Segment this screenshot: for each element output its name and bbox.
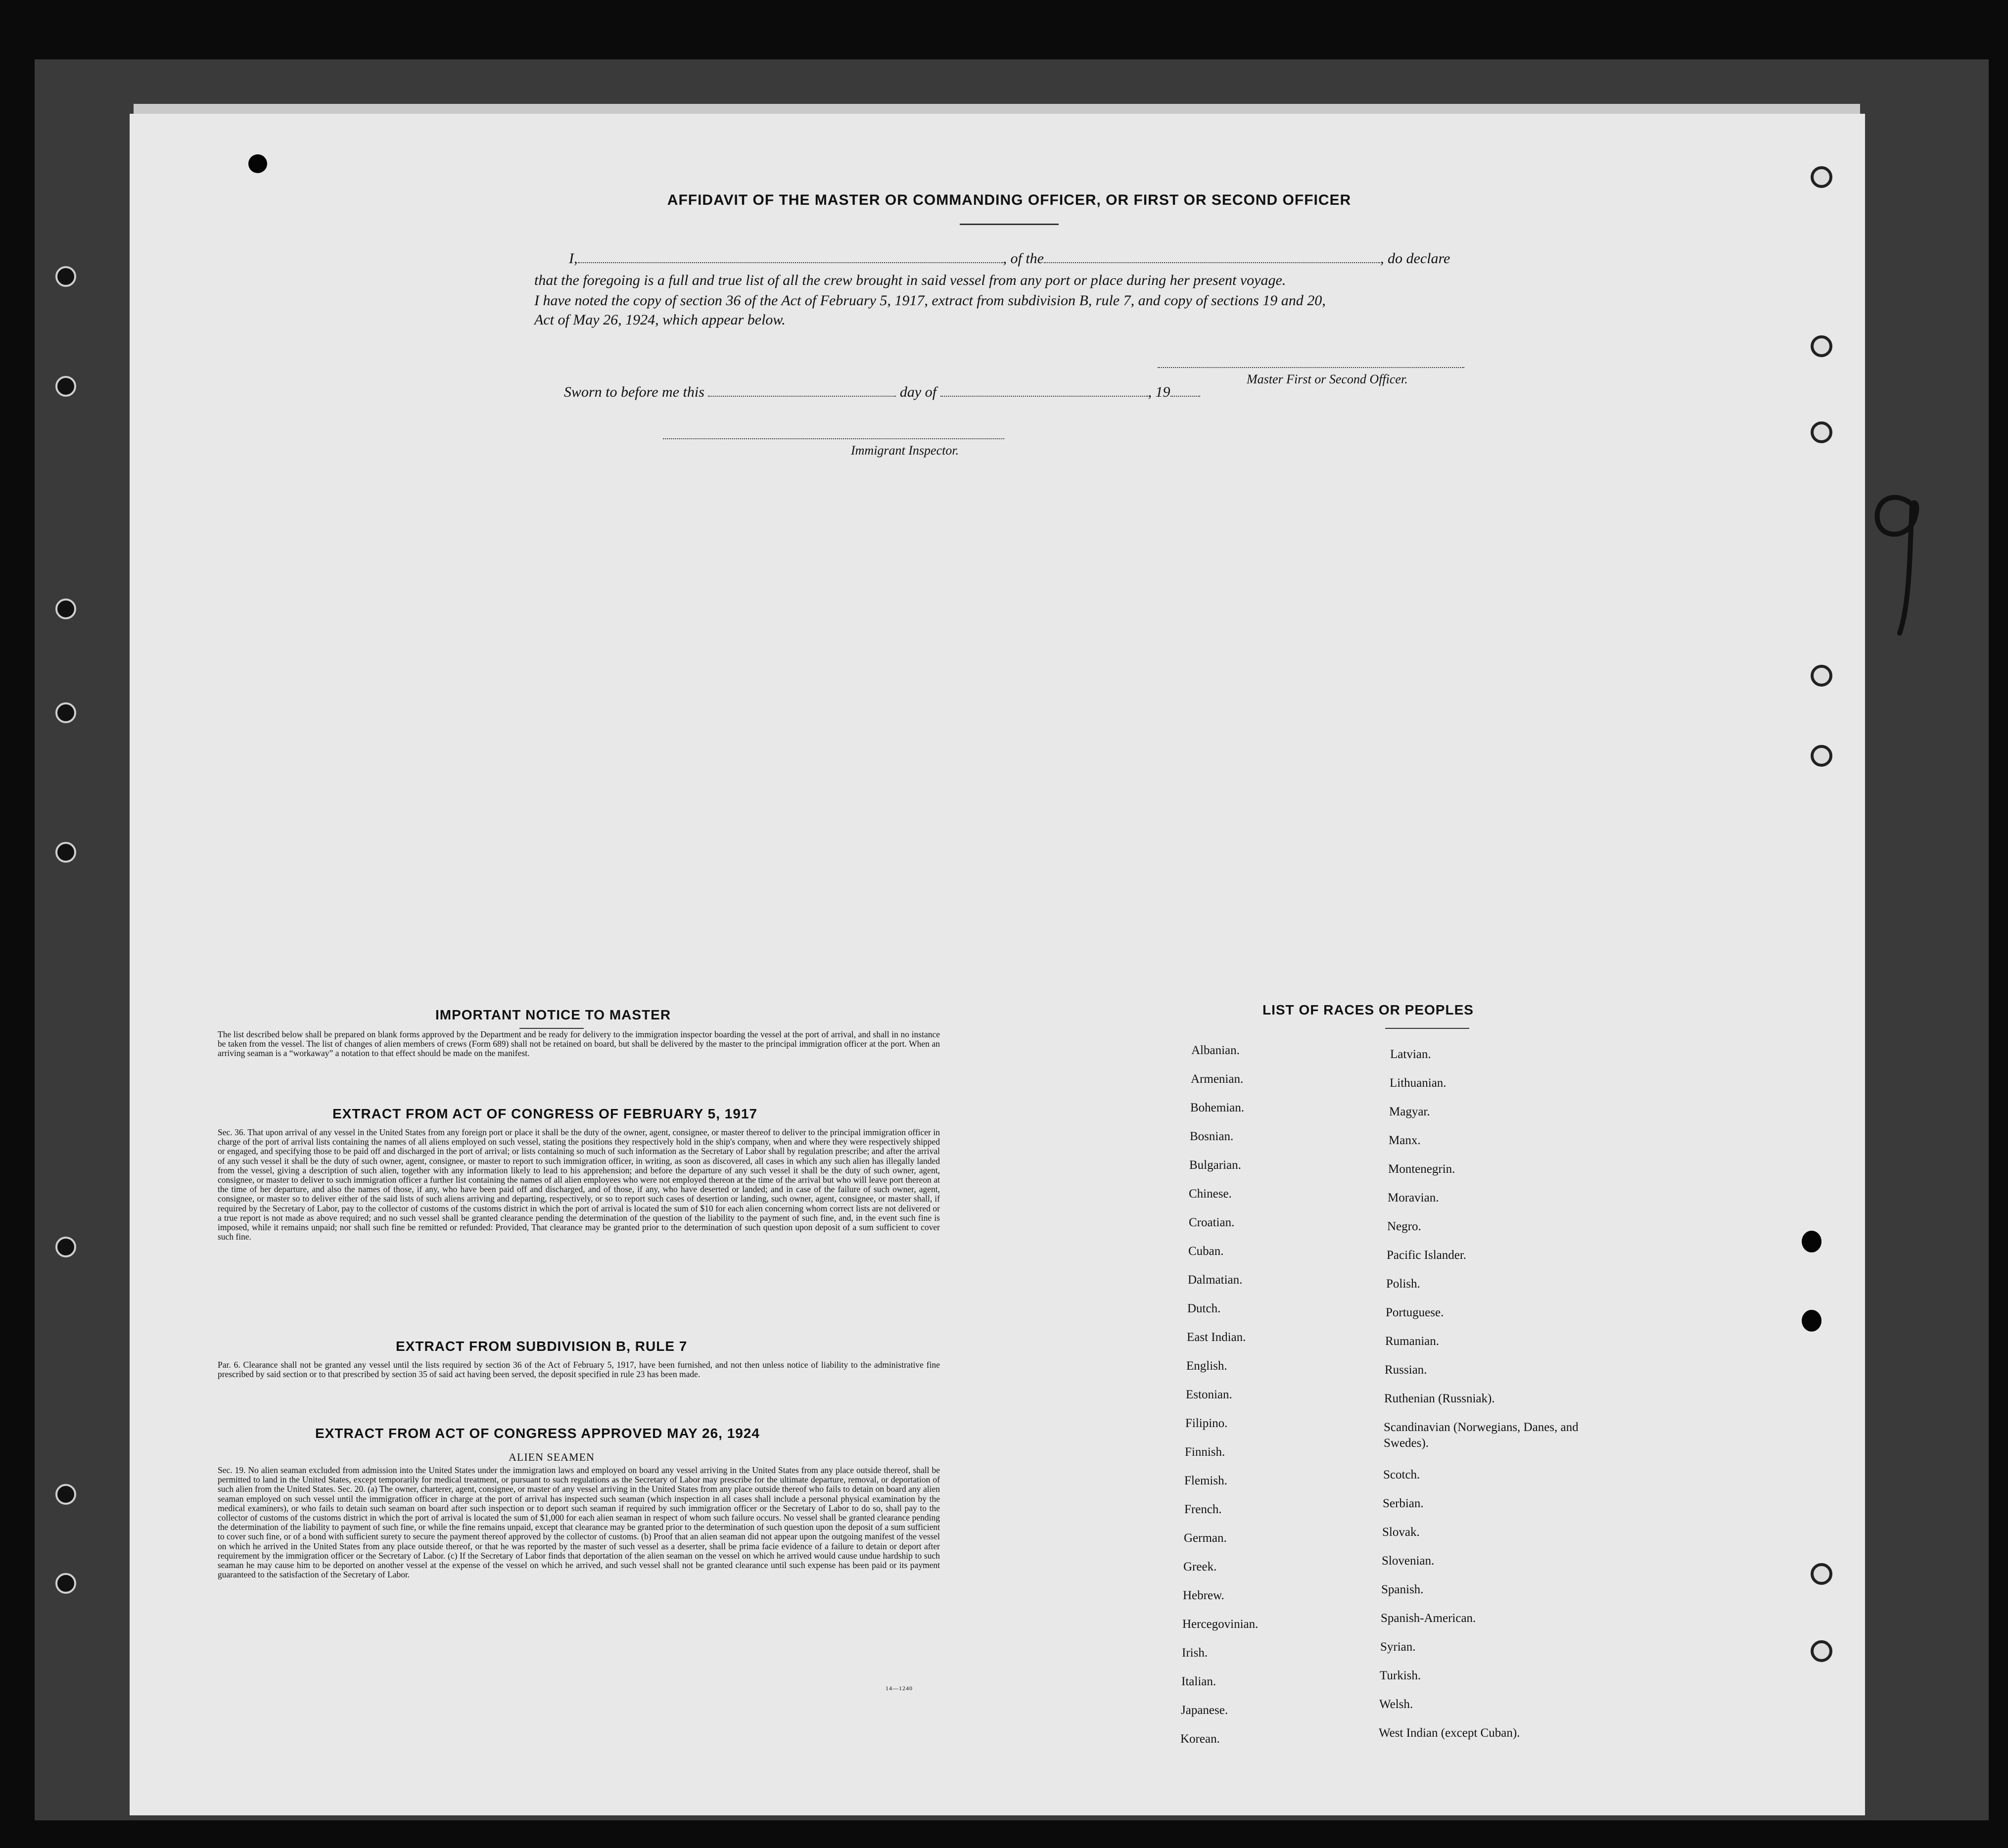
race-item: Manx.	[1389, 1134, 1421, 1147]
year-blank	[1170, 396, 1200, 397]
punch-ring	[1811, 745, 1832, 767]
race-item: Croatian.	[1189, 1216, 1235, 1229]
binder-hole	[55, 266, 76, 287]
race-item: Polish.	[1386, 1277, 1420, 1291]
signature-label: Master First or Second Officer.	[1247, 372, 1408, 386]
affidavit-i: I,	[569, 250, 578, 267]
race-item: East Indian.	[1187, 1331, 1246, 1344]
title-rule	[960, 224, 1059, 225]
race-item: Slovenian.	[1382, 1554, 1435, 1568]
binder-hole	[55, 1573, 76, 1594]
race-item: Bulgarian.	[1189, 1158, 1241, 1172]
name-blank	[578, 262, 1003, 263]
race-item: Welsh.	[1379, 1698, 1413, 1711]
race-item: French.	[1184, 1503, 1222, 1516]
race-item: Filipino.	[1185, 1417, 1228, 1430]
race-item: Serbian.	[1383, 1497, 1424, 1510]
race-item: Finnish.	[1185, 1445, 1225, 1459]
sworn-day-blank	[708, 396, 896, 397]
affidavit-line-3: I have noted the copy of section 36 of the Act of February 5, 1917, extract from subdivision B, rule 7, and copy of sections 19 and 20,	[534, 292, 1326, 309]
binder-hole	[55, 702, 76, 723]
race-item: English.	[1186, 1359, 1227, 1373]
race-item: Bohemian.	[1190, 1101, 1245, 1114]
handwritten-page-number	[1865, 485, 1929, 643]
notice-rule	[519, 1028, 584, 1029]
punch-mark	[248, 154, 267, 173]
race-item: Greek.	[1183, 1560, 1217, 1573]
race-item: Dalmatian.	[1188, 1273, 1243, 1287]
race-item: Japanese.	[1181, 1704, 1228, 1717]
race-item: Hebrew.	[1183, 1589, 1224, 1602]
punch-mark	[1802, 1310, 1821, 1332]
race-item: Portuguese.	[1386, 1306, 1444, 1319]
race-item: German.	[1184, 1531, 1227, 1545]
affidavit-line-4: Act of May 26, 1924, which appear below.	[534, 312, 786, 328]
affidavit-do-declare: , do declare	[1380, 250, 1450, 267]
race-item: Magyar.	[1389, 1105, 1430, 1118]
races-title: LIST OF RACES OR PEOPLES	[1262, 1002, 1474, 1017]
race-item: Turkish.	[1380, 1669, 1421, 1682]
alien-seamen-subtitle: ALIEN SEAMEN	[509, 1451, 595, 1463]
sworn-text: Sworn to before me this	[564, 384, 704, 400]
punch-ring	[1811, 421, 1832, 443]
year-prefix: , 19	[1148, 384, 1170, 400]
race-item: Scandinavian (Norwegians, Danes, and Swedes).	[1384, 1421, 1579, 1450]
race-item: Pacific Islander.	[1387, 1248, 1467, 1262]
binder-hole	[55, 842, 76, 863]
race-item: Korean.	[1180, 1732, 1220, 1746]
extract-1924-title: EXTRACT FROM ACT OF CONGRESS APPROVED MAY 26, 1924	[315, 1426, 760, 1441]
punch-mark	[1802, 1231, 1821, 1252]
race-item: Slovak.	[1382, 1525, 1420, 1539]
notice-title: IMPORTANT NOTICE TO MASTER	[435, 1007, 671, 1022]
race-item: Lithuanian.	[1390, 1076, 1447, 1090]
affidavit-line-2: that the foregoing is a full and true list of all the crew brought in said vessel from any port or place during her present voyage.	[534, 272, 1286, 288]
race-item: Latvian.	[1390, 1048, 1431, 1061]
punch-ring	[1811, 335, 1832, 357]
punch-ring	[1811, 665, 1832, 687]
binder-hole	[55, 1237, 76, 1257]
race-item: Negro.	[1387, 1220, 1421, 1233]
day-of-text: day of	[899, 384, 937, 400]
vessel-blank	[1044, 262, 1380, 263]
race-item: Russian.	[1385, 1363, 1427, 1377]
affidavit-title: AFFIDAVIT OF THE MASTER OR COMMANDING OFFICER, OR FIRST OR SECOND OFFICER	[667, 192, 1352, 208]
affidavit-of-the: , of the	[1003, 250, 1044, 267]
race-item: Montenegrin.	[1388, 1162, 1455, 1176]
race-item: Estonian.	[1186, 1388, 1232, 1401]
binder-hole	[55, 1484, 76, 1505]
race-item: Flemish.	[1184, 1474, 1227, 1487]
races-rule	[1385, 1028, 1469, 1029]
race-item: Hercegovinian.	[1182, 1617, 1259, 1631]
race-item: Irish.	[1182, 1646, 1208, 1660]
binder-hole	[55, 599, 76, 619]
extract-1917-title: EXTRACT FROM ACT OF CONGRESS OF FEBRUARY 5, 1917	[332, 1106, 758, 1121]
extract-rule7-text: Par. 6. Clearance shall not be granted any vessel until the lists required by section 36 of the Act of February 5, 1917, have been furnished, and not then unless notice of liability to the administrative fine prescribed by said section or to that prescribed by section 35 of said act having been served, the deposit specified in rule 23 has been made.	[218, 1360, 940, 1380]
race-item: Syrian.	[1380, 1640, 1416, 1654]
signature-line	[1158, 367, 1464, 368]
race-item: Albanian.	[1191, 1044, 1240, 1057]
race-item: Dutch.	[1187, 1302, 1221, 1315]
extract-1924-text: Sec. 19. No alien seaman excluded from admission into the United States under the immigration laws and employed on board any vessel arriving in the United States from any place outside thereof, shall be permitted to land in the United States, except temporarily for medical treatment, or pursuant to such regulations as the Secretary of Labor may prescribe for the ultimate departure, removal, or deportation of such alien from the United States. Sec. 20. (a) The owner, charterer, agent, consignee, or master of any vessel arriving in the United States from any place outside thereof who fails to detain on board any alien seaman employed on such vessel until the immigration officer in charge at the port of arrival has inspected such seaman (which inspection in all cases shall include a personal physical examination by the medical examiners), or who fails to detain such seaman on board after such inspection or to deport such seaman if required by such immigration officer or the Secretary of Labor to do so, shall pay to the collector of customs of the customs district in which the port of arrival is located the sum of $1,000 for each alien seaman in respect of whom such failure occurs. No vessel shall be granted clearance pending the determination of the liability to payment of such fine, or while the fine remains unpaid, except that clearance may be granted prior to the determination of such question upon the deposit of a sum sufficient to cover such fine, or of a bond with sufficient surety to secure the payment thereof approved by the collector of customs. (b) Proof that an alien seaman did not appear upon the outgoing manifest of the vessel on which he arrived in the United States from any place outside thereof, or that he was reported by the master of such vessel as a deserter, shall be prima facie evidence of a failure to detain or deport after requirement by the immigration officer or the Secretary of Labor. (c) If the Secretary of Labor finds that deportation of the alien seaman on the vessel on which he arrived would cause undue hardship to such seaman he may cause him to be deported on another vessel at the expense of the vessel on which he arrived, and such vessel shall not be granted clearance until such expense has been paid or its payment guaranteed to the satisfaction of the Secretary of Labor.	[218, 1465, 940, 1580]
race-item: Spanish.	[1381, 1583, 1424, 1596]
race-item: Scotch.	[1383, 1468, 1420, 1481]
race-item: Armenian.	[1191, 1072, 1244, 1086]
notice-text: The list described below shall be prepared on blank forms approved by the Department and be ready for delivery to the immigration inspector boarding the vessel at the port of arrival, and shall in no instance be taken from the vessel. The list of changes of alien members of crews (Form 689) shall not be retained on board, but shall be delivered by the master to the principal immigration officer at the port. When an arriving seaman is a “workaway” a notation to that effect should be made on the manifest.	[218, 1029, 940, 1059]
inspector-line	[663, 438, 1004, 439]
extract-1917-text: Sec. 36. That upon arrival of any vessel in the United States from any foreign port or place it shall be the duty of the owner, agent, consignee, or master thereof to deliver to the principal immigration officer in charge of the port of arrival lists containing the names of all aliens employed on such vessel, stating the positions they respectively hold in the ship's company, when and where they were respectively shipped or engaged, and specifying those to be paid off and discharged in the port of arrival; or lists containing so much of such information as the Secretary of Labor shall by regulation prescribe; and after the arrival of any such vessel it shall be the duty of such owner, agent, consignee, or master to report to such immigration officer, in writing, as soon as discovered, all cases in which any such alien has illegally landed from the vessel, giving a description of such alien, together with any information likely to lead to his apprehension; and before the departure of any such vessel it shall be the duty of such owner, agent, consignee, or master to deliver to such immigration officer a further list containing the names of all alien employees who were not employed thereon at the time of the arrival but who will leave port thereon at the time of her departure, and also the names of those, if any, who have been paid off and discharged, and of those, if any, who have deserted or landed; and in case of the failure of such owner, agent, consignee, or master so to deliver either of the said lists of such aliens arriving and departing, respectively, or so to report such cases of desertion or landing, such owner, agent, consignee, or master shall, if required by the Secretary of Labor, pay to the collector of customs of the customs district in which the port of arrival is located the sum of $10 for each alien concerning whom correct lists are not delivered or a true report is not made as above required; and no such vessel shall be granted clearance pending the determination of the question of the liability to the payment of such fine, and, in the event such fine is imposed, while it remains unpaid; nor shall such fine be remitted or refunded: Provided, That clearance may be granted prior to the determination of such question upon deposit of a sum sufficient to cover such fine.	[218, 1127, 940, 1242]
race-item: Bosnian.	[1190, 1130, 1234, 1143]
race-item: Cuban.	[1188, 1245, 1224, 1258]
punch-ring	[1811, 166, 1832, 188]
race-item: West Indian (except Cuban).	[1379, 1726, 1520, 1740]
race-item: Moravian.	[1388, 1191, 1439, 1204]
punch-ring	[1811, 1640, 1832, 1662]
race-item: Spanish-American.	[1381, 1612, 1476, 1625]
affidavit-line-1	[569, 250, 1450, 267]
month-blank	[940, 396, 1148, 397]
form-number: 14—1240	[886, 1685, 913, 1692]
binder-hole	[55, 376, 76, 397]
punch-ring	[1811, 1563, 1832, 1585]
race-item: Italian.	[1181, 1675, 1216, 1688]
inspector-label: Immigrant Inspector.	[851, 443, 959, 458]
sworn-line	[564, 384, 1200, 401]
race-item: Chinese.	[1189, 1187, 1232, 1201]
race-item: Rumanian.	[1385, 1335, 1440, 1348]
race-item: Ruthenian (Russniak).	[1384, 1392, 1495, 1405]
extract-rule7-title: EXTRACT FROM SUBDIVISION B, RULE 7	[396, 1339, 688, 1354]
